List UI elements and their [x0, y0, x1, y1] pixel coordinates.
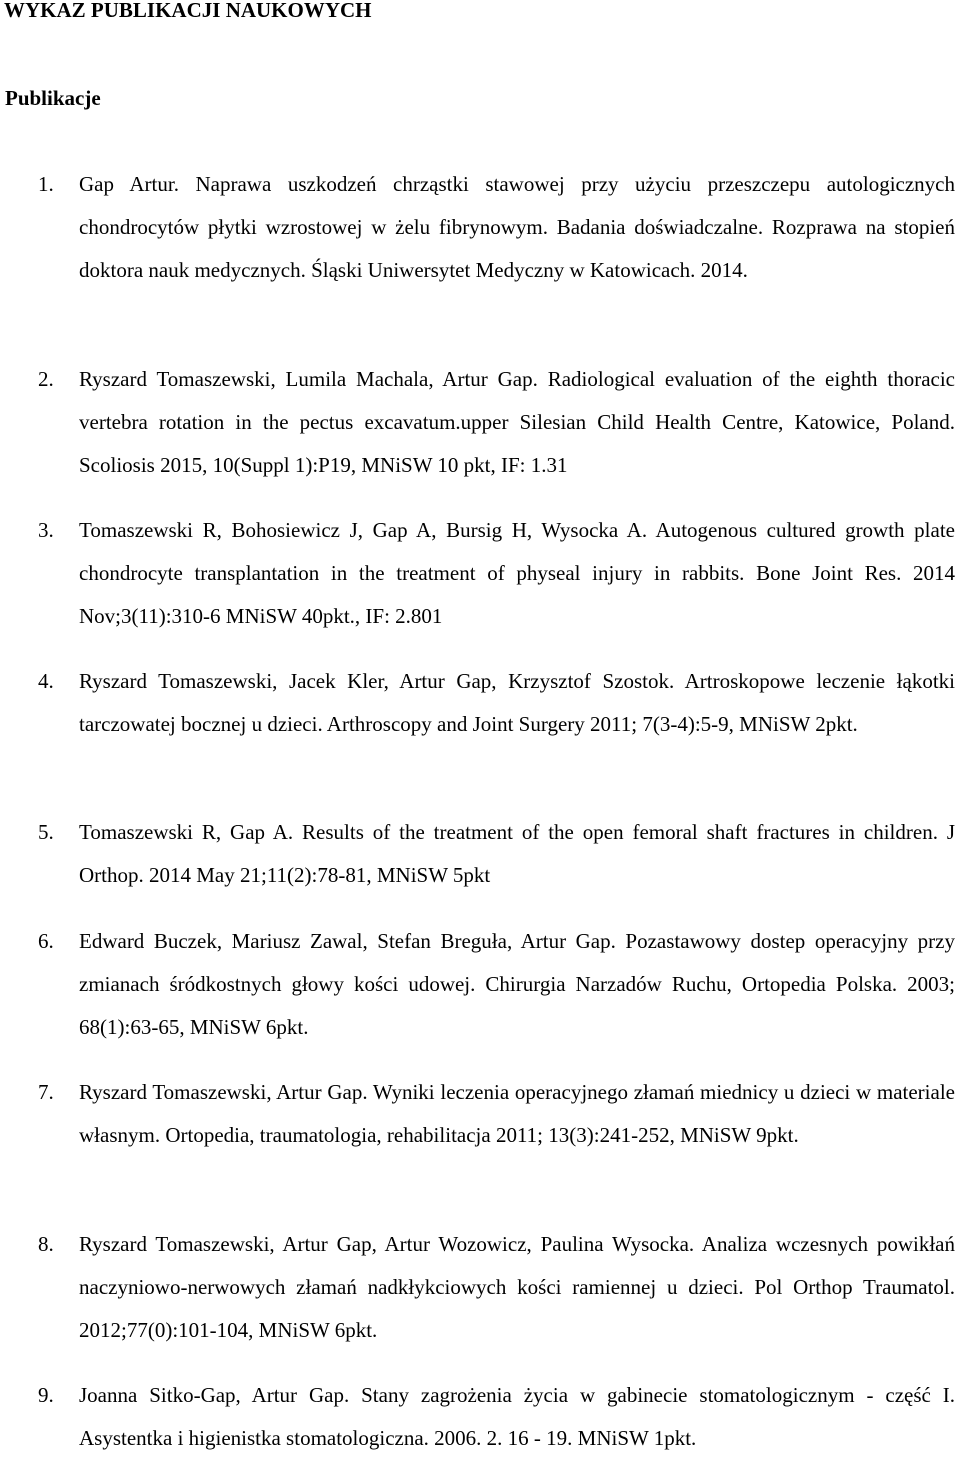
publication-text: Ryszard Tomaszewski, Jacek Kler, Artur Gap, Krzysztof Szostok. Artroskopowe leczenie łąkotki tarczowatej bocznej u dzieci. Arthroscopy and Joint Surgery 2011; 7(3-4):5-9, MNiSW 2pkt.: [79, 669, 955, 736]
publication-number: 3.: [38, 518, 54, 542]
publication-number: 5.: [38, 820, 54, 844]
publication-text: Tomaszewski R, Gap A. Results of the treatment of the open femoral shaft fractures in children. J Orthop. 2014 May 21;11(2):78-81, MNiSW 5pkt: [79, 820, 955, 887]
publication-text: Edward Buczek, Mariusz Zawal, Stefan Breguła, Artur Gap. Pozastawowy dostep operacyjny przy zmianach śródkostnych głowy kości udowej. Chirurgia Narzadów Ruchu, Ortopedia Polska. 2003; 68(1):63-65, MNiSW 6pkt.: [79, 929, 955, 1039]
publication-number: 4.: [38, 669, 54, 693]
publication-text: Tomaszewski R, Bohosiewicz J, Gap A, Bursig H, Wysocka A. Autogenous cultured growth plate chondrocyte transplantation in the treatment of physeal injury in rabbits. Bone Joint Res. 2014 Nov;3(11):310-6 MNiSW 40pkt., IF: 2.801: [79, 518, 955, 628]
section-title: Publikacje: [5, 86, 101, 110]
publication-number: 9.: [38, 1383, 54, 1407]
document-title: WYKAZ PUBLIKACJI NAUKOWYCH: [4, 0, 372, 22]
publication-number: 2.: [38, 367, 54, 391]
publication-text: Ryszard Tomaszewski, Artur Gap, Artur Wozowicz, Paulina Wysocka. Analiza wczesnych powikłań naczyniowo-nerwowych złamań nadkłykciowych kości ramiennej u dzieci. Pol Orthop Traumatol. 2012;77(0):101-104, MNiSW 6pkt.: [79, 1232, 955, 1342]
publication-number: 8.: [38, 1232, 54, 1256]
publication-text: Gap Artur. Naprawa uszkodzeń chrząstki stawowej przy użyciu przeszczepu autologicznych chondrocytów płytki wzrostowej w żelu fibrynowym. Badania doświadczalne. Rozprawa na stopień doktora nauk medycznych. Śląski Uniwersytet Medyczny w Katowicach. 2014.: [79, 172, 955, 282]
publication-number: 6.: [38, 929, 54, 953]
publication-number: 1.: [38, 172, 54, 196]
publication-text: Ryszard Tomaszewski, Artur Gap. Wyniki leczenia operacyjnego złamań miednicy u dzieci w materiale własnym. Ortopedia, traumatologia, rehabilitacja 2011; 13(3):241-252, MNiSW 9pkt.: [79, 1080, 955, 1147]
publication-text: Joanna Sitko-Gap, Artur Gap. Stany zagrożenia życia w gabinecie stomatologicznym - część I. Asystentka i higienistka stomatologiczna. 2006. 2. 16 - 19. MNiSW 1pkt.: [79, 1383, 955, 1450]
publication-text: Ryszard Tomaszewski, Lumila Machala, Artur Gap. Radiological evaluation of the eighth thoracic vertebra rotation in the pectus excavatum.upper Silesian Child Health Centre, Katowice, Poland. Scoliosis 2015, 10(Suppl 1):P19, MNiSW 10 pkt, IF: 1.31: [79, 367, 955, 477]
publication-number: 7.: [38, 1080, 54, 1104]
